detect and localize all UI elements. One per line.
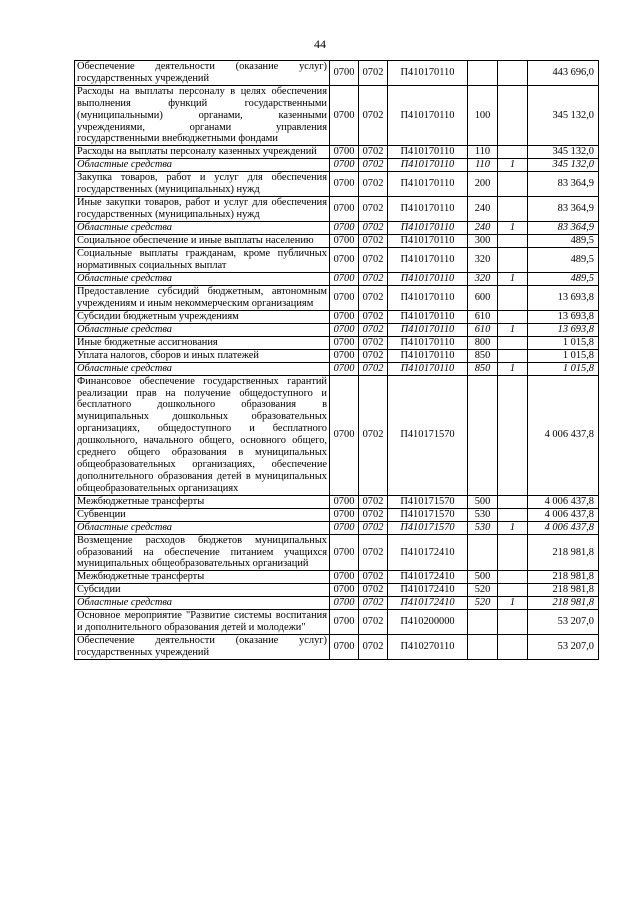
amount: 218 981,8 bbox=[528, 584, 599, 597]
row-name: Областные средства bbox=[75, 323, 330, 336]
expense-type-code: 500 bbox=[468, 571, 498, 584]
expense-type-code bbox=[468, 61, 498, 86]
subsection-code: 0702 bbox=[359, 584, 388, 597]
funding-source-code: 1 bbox=[498, 323, 528, 336]
subsection-code: 0702 bbox=[359, 310, 388, 323]
section-code: 0700 bbox=[330, 508, 359, 521]
table-row bbox=[75, 285, 599, 310]
section-code: 0700 bbox=[330, 85, 359, 146]
amount: 218 981,8 bbox=[528, 571, 599, 584]
subsection-code: 0702 bbox=[359, 234, 388, 247]
row-name: Субсидии бюджетным учреждениям bbox=[75, 310, 330, 323]
table-row bbox=[75, 635, 599, 660]
row-name: Областные средства bbox=[75, 272, 330, 285]
subsection-code: 0702 bbox=[359, 247, 388, 272]
section-code: 0700 bbox=[330, 495, 359, 508]
target-article-code: П410170110 bbox=[388, 234, 468, 247]
funding-source-code bbox=[498, 146, 528, 159]
table-row bbox=[75, 362, 599, 375]
amount: 83 364,9 bbox=[528, 197, 599, 222]
subsection-code: 0702 bbox=[359, 285, 388, 310]
amount: 1 015,8 bbox=[528, 362, 599, 375]
amount: 489,5 bbox=[528, 247, 599, 272]
target-article-code: П410270110 bbox=[388, 635, 468, 660]
subsection-code: 0702 bbox=[359, 336, 388, 349]
table-row bbox=[75, 172, 599, 197]
subsection-code: 0702 bbox=[359, 221, 388, 234]
section-code: 0700 bbox=[330, 521, 359, 534]
expense-type-code: 500 bbox=[468, 495, 498, 508]
row-name: Социальные выплаты гражданам, кроме публичных нормативных социальных выплат bbox=[75, 247, 330, 272]
section-code: 0700 bbox=[330, 597, 359, 610]
subsection-code: 0702 bbox=[359, 597, 388, 610]
row-name: Субсидии bbox=[75, 584, 330, 597]
target-article-code: П410170110 bbox=[388, 146, 468, 159]
table-row bbox=[75, 584, 599, 597]
expense-type-code: 240 bbox=[468, 197, 498, 222]
table-row bbox=[75, 159, 599, 172]
expense-type-code: 240 bbox=[468, 221, 498, 234]
subsection-code: 0702 bbox=[359, 508, 388, 521]
target-article-code: П410170110 bbox=[388, 362, 468, 375]
section-code: 0700 bbox=[330, 349, 359, 362]
row-name: Областные средства bbox=[75, 521, 330, 534]
expense-type-code bbox=[468, 610, 498, 635]
funding-source-code bbox=[498, 234, 528, 247]
table-row bbox=[75, 495, 599, 508]
funding-source-code bbox=[498, 85, 528, 146]
target-article-code: П410172410 bbox=[388, 584, 468, 597]
subsection-code: 0702 bbox=[359, 159, 388, 172]
section-code: 0700 bbox=[330, 336, 359, 349]
table-row bbox=[75, 247, 599, 272]
table-row bbox=[75, 197, 599, 222]
amount: 4 006 437,8 bbox=[528, 508, 599, 521]
row-name: Предоставление субсидий бюджетным, автономным учреждениям и иным некоммерческим организациям bbox=[75, 285, 330, 310]
amount: 83 364,9 bbox=[528, 221, 599, 234]
subsection-code: 0702 bbox=[359, 272, 388, 285]
funding-source-code: 1 bbox=[498, 521, 528, 534]
subsection-code: 0702 bbox=[359, 571, 388, 584]
amount: 489,5 bbox=[528, 272, 599, 285]
subsection-code: 0702 bbox=[359, 197, 388, 222]
funding-source-code: 1 bbox=[498, 221, 528, 234]
row-name: Областные средства bbox=[75, 597, 330, 610]
funding-source-code: 1 bbox=[498, 597, 528, 610]
table-row bbox=[75, 571, 599, 584]
section-code: 0700 bbox=[330, 146, 359, 159]
row-name: Финансовое обеспечение государственных гарантий реализации прав на получение общедоступного и бесплатного дошкольного образования в муниципальных дошкольных образовательных организациях, общедоступного и бесплатного дошкольного, начального общего, основного общего, среднего общего образования в муниципальных общеобразовательных организациях, обеспечение дополнительного образования детей в муниципальных общеобразовательных организациях bbox=[75, 375, 330, 495]
amount: 83 364,9 bbox=[528, 172, 599, 197]
section-code: 0700 bbox=[330, 159, 359, 172]
row-name: Областные средства bbox=[75, 362, 330, 375]
row-name: Основное мероприятие "Развитие системы воспитания и дополнительного образования детей и молодежи" bbox=[75, 610, 330, 635]
section-code: 0700 bbox=[330, 310, 359, 323]
expense-type-code: 200 bbox=[468, 172, 498, 197]
target-article-code: П410170110 bbox=[388, 310, 468, 323]
subsection-code: 0702 bbox=[359, 375, 388, 495]
row-name: Возмещение расходов бюджетов муниципальных образований на обеспечение питанием учащихся муниципальных общеобразовательных организаций bbox=[75, 534, 330, 571]
target-article-code: П410172410 bbox=[388, 534, 468, 571]
subsection-code: 0702 bbox=[359, 349, 388, 362]
section-code: 0700 bbox=[330, 247, 359, 272]
row-name: Обеспечение деятельности (оказание услуг) государственных учреждений bbox=[75, 61, 330, 86]
expense-type-code: 520 bbox=[468, 597, 498, 610]
table-row bbox=[75, 146, 599, 159]
section-code: 0700 bbox=[330, 571, 359, 584]
funding-source-code: 1 bbox=[498, 272, 528, 285]
amount: 4 006 437,8 bbox=[528, 521, 599, 534]
table-row bbox=[75, 349, 599, 362]
row-name: Областные средства bbox=[75, 221, 330, 234]
table-row bbox=[75, 534, 599, 571]
target-article-code: П410170110 bbox=[388, 285, 468, 310]
target-article-code: П410200000 bbox=[388, 610, 468, 635]
amount: 218 981,8 bbox=[528, 597, 599, 610]
target-article-code: П410170110 bbox=[388, 272, 468, 285]
expense-type-code bbox=[468, 375, 498, 495]
expense-type-code: 520 bbox=[468, 584, 498, 597]
row-name: Расходы на выплаты персоналу в целях обеспечения выполнения функций государственными (муниципальными) органами, казенными учреждениями, органами управления государственными внебюджетными фондами bbox=[75, 85, 330, 146]
funding-source-code bbox=[498, 584, 528, 597]
section-code: 0700 bbox=[330, 323, 359, 336]
subsection-code: 0702 bbox=[359, 635, 388, 660]
amount: 4 006 437,8 bbox=[528, 495, 599, 508]
funding-source-code bbox=[498, 610, 528, 635]
table-row bbox=[75, 521, 599, 534]
funding-source-code bbox=[498, 534, 528, 571]
row-name: Межбюджетные трансферты bbox=[75, 495, 330, 508]
target-article-code: П410170110 bbox=[388, 349, 468, 362]
expense-type-code: 320 bbox=[468, 272, 498, 285]
section-code: 0700 bbox=[330, 362, 359, 375]
target-article-code: П410170110 bbox=[388, 221, 468, 234]
table-row bbox=[75, 272, 599, 285]
section-code: 0700 bbox=[330, 610, 359, 635]
target-article-code: П410171570 bbox=[388, 521, 468, 534]
expense-type-code: 850 bbox=[468, 362, 498, 375]
funding-source-code: 1 bbox=[498, 159, 528, 172]
expense-type-code: 610 bbox=[468, 310, 498, 323]
table-row bbox=[75, 61, 599, 86]
amount: 489,5 bbox=[528, 234, 599, 247]
funding-source-code bbox=[498, 61, 528, 86]
target-article-code: П410171570 bbox=[388, 508, 468, 521]
row-name: Уплата налогов, сборов и иных платежей bbox=[75, 349, 330, 362]
expense-type-code: 800 bbox=[468, 336, 498, 349]
section-code: 0700 bbox=[330, 635, 359, 660]
expense-type-code: 110 bbox=[468, 146, 498, 159]
funding-source-code bbox=[498, 310, 528, 323]
expense-type-code: 530 bbox=[468, 521, 498, 534]
target-article-code: П410170110 bbox=[388, 197, 468, 222]
amount: 345 132,0 bbox=[528, 146, 599, 159]
table-row bbox=[75, 221, 599, 234]
target-article-code: П410172410 bbox=[388, 597, 468, 610]
section-code: 0700 bbox=[330, 375, 359, 495]
amount: 53 207,0 bbox=[528, 635, 599, 660]
funding-source-code bbox=[498, 349, 528, 362]
amount: 443 696,0 bbox=[528, 61, 599, 86]
target-article-code: П410170110 bbox=[388, 323, 468, 336]
row-name: Иные закупки товаров, работ и услуг для обеспечения государственных (муниципальных) нужд bbox=[75, 197, 330, 222]
table-row bbox=[75, 336, 599, 349]
section-code: 0700 bbox=[330, 61, 359, 86]
table-row bbox=[75, 310, 599, 323]
amount: 1 015,8 bbox=[528, 336, 599, 349]
target-article-code: П410170110 bbox=[388, 61, 468, 86]
table-row bbox=[75, 375, 599, 495]
amount: 53 207,0 bbox=[528, 610, 599, 635]
target-article-code: П410170110 bbox=[388, 247, 468, 272]
row-name: Социальное обеспечение и иные выплаты населению bbox=[75, 234, 330, 247]
funding-source-code bbox=[498, 375, 528, 495]
amount: 13 693,8 bbox=[528, 323, 599, 336]
section-code: 0700 bbox=[330, 584, 359, 597]
target-article-code: П410170110 bbox=[388, 336, 468, 349]
subsection-code: 0702 bbox=[359, 146, 388, 159]
subsection-code: 0702 bbox=[359, 85, 388, 146]
amount: 13 693,8 bbox=[528, 285, 599, 310]
section-code: 0700 bbox=[330, 197, 359, 222]
table-row bbox=[75, 508, 599, 521]
expense-type-code: 300 bbox=[468, 234, 498, 247]
expense-type-code bbox=[468, 534, 498, 571]
subsection-code: 0702 bbox=[359, 534, 388, 571]
funding-source-code bbox=[498, 571, 528, 584]
budget-table-body bbox=[75, 61, 599, 660]
expense-type-code: 850 bbox=[468, 349, 498, 362]
section-code: 0700 bbox=[330, 234, 359, 247]
amount: 13 693,8 bbox=[528, 310, 599, 323]
funding-source-code bbox=[498, 247, 528, 272]
funding-source-code bbox=[498, 285, 528, 310]
amount: 218 981,8 bbox=[528, 534, 599, 571]
subsection-code: 0702 bbox=[359, 323, 388, 336]
row-name: Расходы на выплаты персоналу казенных учреждений bbox=[75, 146, 330, 159]
subsection-code: 0702 bbox=[359, 610, 388, 635]
row-name: Иные бюджетные ассигнования bbox=[75, 336, 330, 349]
expense-type-code bbox=[468, 635, 498, 660]
funding-source-code bbox=[498, 336, 528, 349]
subsection-code: 0702 bbox=[359, 495, 388, 508]
expense-type-code: 320 bbox=[468, 247, 498, 272]
table-row bbox=[75, 234, 599, 247]
row-name: Обеспечение деятельности (оказание услуг) государственных учреждений bbox=[75, 635, 330, 660]
table-row bbox=[75, 85, 599, 146]
funding-source-code: 1 bbox=[498, 362, 528, 375]
funding-source-code bbox=[498, 635, 528, 660]
row-name: Закупка товаров, работ и услуг для обеспечения государственных (муниципальных) нужд bbox=[75, 172, 330, 197]
expense-type-code: 600 bbox=[468, 285, 498, 310]
subsection-code: 0702 bbox=[359, 61, 388, 86]
target-article-code: П410171570 bbox=[388, 375, 468, 495]
subsection-code: 0702 bbox=[359, 172, 388, 197]
expense-type-code: 530 bbox=[468, 508, 498, 521]
section-code: 0700 bbox=[330, 172, 359, 197]
funding-source-code bbox=[498, 197, 528, 222]
funding-source-code bbox=[498, 495, 528, 508]
funding-source-code bbox=[498, 508, 528, 521]
table-row bbox=[75, 323, 599, 336]
amount: 1 015,8 bbox=[528, 349, 599, 362]
row-name: Субвенции bbox=[75, 508, 330, 521]
subsection-code: 0702 bbox=[359, 521, 388, 534]
target-article-code: П410172410 bbox=[388, 571, 468, 584]
expense-type-code: 100 bbox=[468, 85, 498, 146]
target-article-code: П410171570 bbox=[388, 495, 468, 508]
section-code: 0700 bbox=[330, 221, 359, 234]
expense-type-code: 110 bbox=[468, 159, 498, 172]
amount: 345 132,0 bbox=[528, 159, 599, 172]
section-code: 0700 bbox=[330, 272, 359, 285]
target-article-code: П410170110 bbox=[388, 172, 468, 197]
page-number: 44 bbox=[314, 37, 326, 51]
amount: 345 132,0 bbox=[528, 85, 599, 146]
section-code: 0700 bbox=[330, 534, 359, 571]
funding-source-code bbox=[498, 172, 528, 197]
budget-table bbox=[74, 60, 599, 660]
subsection-code: 0702 bbox=[359, 362, 388, 375]
target-article-code: П410170110 bbox=[388, 85, 468, 146]
table-row bbox=[75, 610, 599, 635]
target-article-code: П410170110 bbox=[388, 159, 468, 172]
expense-type-code: 610 bbox=[468, 323, 498, 336]
table-row bbox=[75, 597, 599, 610]
row-name: Областные средства bbox=[75, 159, 330, 172]
row-name: Межбюджетные трансферты bbox=[75, 571, 330, 584]
amount: 4 006 437,8 bbox=[528, 375, 599, 495]
section-code: 0700 bbox=[330, 285, 359, 310]
